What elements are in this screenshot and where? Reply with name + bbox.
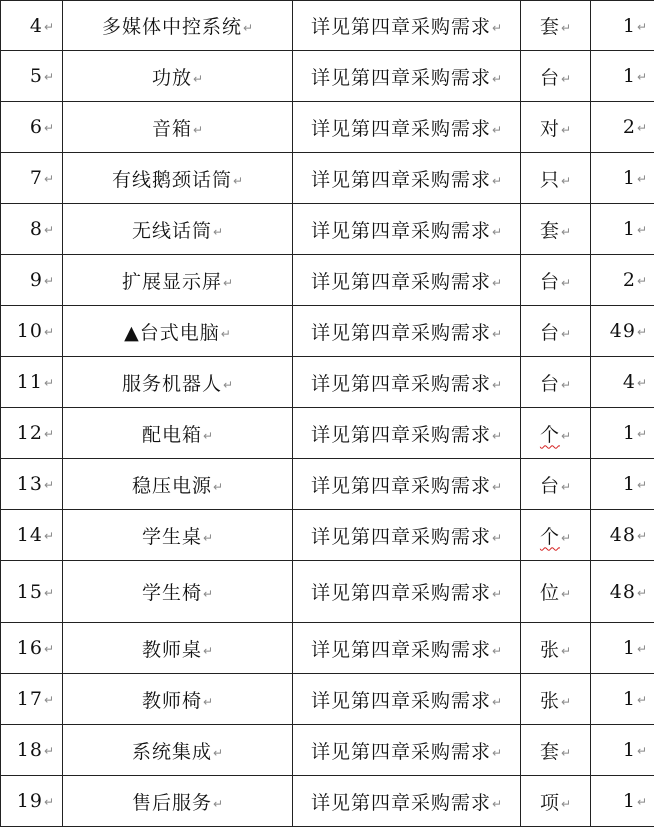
item-quantity-text: 1 <box>623 15 636 37</box>
item-name-cell[interactable] <box>63 623 293 674</box>
item-unit-cell[interactable] <box>521 674 591 725</box>
item-unit-cell[interactable] <box>521 1 591 51</box>
paragraph-return-icon: ↵ <box>637 744 647 758</box>
item-number-text: 9 <box>30 269 43 291</box>
item-unit-cell[interactable] <box>521 153 591 204</box>
paragraph-return-icon: ↵ <box>44 744 54 758</box>
item-quantity-text: 1 <box>623 790 636 812</box>
paragraph-return-icon: ↵ <box>492 695 502 709</box>
item-quantity-cell[interactable] <box>591 776 654 827</box>
item-spec-cell[interactable] <box>293 306 521 357</box>
paragraph-return-icon: ↵ <box>44 642 54 656</box>
item-spec-cell[interactable] <box>293 459 521 510</box>
paragraph-return-icon: ↵ <box>44 795 54 809</box>
item-spec-cell[interactable] <box>293 561 521 623</box>
paragraph-return-icon: ↵ <box>637 20 647 34</box>
item-name-cell[interactable] <box>63 408 293 459</box>
item-quantity-text: 1 <box>623 65 636 87</box>
paragraph-return-icon: ↵ <box>203 429 213 443</box>
item-name-cell[interactable] <box>63 561 293 623</box>
item-quantity-text: 48 <box>610 524 636 546</box>
item-spec-cell[interactable] <box>293 51 521 102</box>
item-number-cell[interactable] <box>1 306 63 357</box>
item-name-text: 教师椅 <box>142 686 202 713</box>
paragraph-return-icon: ↵ <box>637 586 647 600</box>
item-spec-cell[interactable] <box>293 674 521 725</box>
paragraph-return-icon: ↵ <box>637 274 647 288</box>
item-name-text: 学生椅 <box>142 578 202 605</box>
paragraph-return-icon: ↵ <box>637 427 647 441</box>
item-name-text: ▲台式电脑 <box>124 318 220 345</box>
paragraph-return-icon: ↵ <box>44 586 54 600</box>
item-spec-cell[interactable] <box>293 204 521 255</box>
item-name-text: 多媒体中控系统 <box>102 12 242 39</box>
paragraph-return-icon: ↵ <box>44 223 54 237</box>
item-quantity-cell[interactable] <box>591 306 654 357</box>
table-row <box>1 776 654 827</box>
table-row <box>1 510 654 561</box>
table-row <box>1 459 654 510</box>
paragraph-return-icon: ↵ <box>637 795 647 809</box>
item-unit-cell[interactable] <box>521 51 591 102</box>
item-spec-cell[interactable] <box>293 510 521 561</box>
item-number-cell[interactable] <box>1 153 63 204</box>
paragraph-return-icon: ↵ <box>637 376 647 390</box>
item-quantity-cell[interactable] <box>591 51 654 102</box>
item-spec-text: 详见第四章采购需求 <box>311 369 491 396</box>
paragraph-return-icon: ↵ <box>637 693 647 707</box>
item-number-cell[interactable] <box>1 459 63 510</box>
item-number-cell[interactable] <box>1 102 63 153</box>
item-quantity-cell[interactable] <box>591 623 654 674</box>
item-unit-text: 张 <box>540 635 560 662</box>
table-row <box>1 674 654 725</box>
table-row <box>1 357 654 408</box>
item-number-text: 17 <box>17 688 43 710</box>
item-spec-cell[interactable] <box>293 408 521 459</box>
item-unit-cell[interactable] <box>521 725 591 776</box>
item-number-text: 15 <box>17 581 43 603</box>
paragraph-return-icon: ↵ <box>561 72 571 86</box>
table-row <box>1 623 654 674</box>
item-quantity-cell[interactable] <box>591 561 654 623</box>
item-name-cell[interactable] <box>63 776 293 827</box>
table-row <box>1 1 654 51</box>
paragraph-return-icon: ↵ <box>492 531 502 545</box>
item-number-cell[interactable] <box>1 357 63 408</box>
item-name-cell[interactable] <box>63 102 293 153</box>
paragraph-return-icon: ↵ <box>637 70 647 84</box>
item-name-text: 系统集成 <box>132 737 212 764</box>
paragraph-return-icon: ↵ <box>213 225 223 239</box>
item-name-text: 稳压电源 <box>132 471 212 498</box>
item-unit-text: 台 <box>540 63 560 90</box>
paragraph-return-icon: ↵ <box>561 225 571 239</box>
paragraph-return-icon: ↵ <box>44 529 54 543</box>
item-name-cell[interactable] <box>63 1 293 51</box>
paragraph-return-icon: ↵ <box>561 123 571 137</box>
paragraph-return-icon: ↵ <box>637 223 647 237</box>
item-number-text: 16 <box>17 637 43 659</box>
item-name-cell[interactable] <box>63 674 293 725</box>
table-row <box>1 408 654 459</box>
paragraph-return-icon: ↵ <box>561 644 571 658</box>
item-quantity-cell[interactable] <box>591 102 654 153</box>
item-spec-cell[interactable] <box>293 153 521 204</box>
item-unit-text: 台 <box>540 318 560 345</box>
item-number-text: 10 <box>17 320 43 342</box>
paragraph-return-icon: ↵ <box>492 21 502 35</box>
paragraph-return-icon: ↵ <box>492 429 502 443</box>
paragraph-return-icon: ↵ <box>492 72 502 86</box>
item-quantity-text: 1 <box>623 422 636 444</box>
item-spec-cell[interactable] <box>293 776 521 827</box>
item-number-cell[interactable] <box>1 204 63 255</box>
item-quantity-cell[interactable] <box>591 408 654 459</box>
item-name-cell[interactable] <box>63 306 293 357</box>
table-row <box>1 51 654 102</box>
paragraph-return-icon: ↵ <box>213 746 223 760</box>
item-number-cell[interactable] <box>1 1 63 51</box>
item-quantity-cell[interactable] <box>591 204 654 255</box>
paragraph-return-icon: ↵ <box>243 21 253 35</box>
item-name-text: 功放 <box>152 63 192 90</box>
item-spec-text: 详见第四章采购需求 <box>311 420 491 447</box>
item-spec-cell[interactable] <box>293 255 521 306</box>
item-name-text: 配电箱 <box>142 420 202 447</box>
item-number-cell[interactable] <box>1 725 63 776</box>
item-spec-text: 详见第四章采购需求 <box>311 737 491 764</box>
item-name-text: 音箱 <box>152 114 192 141</box>
item-spec-text: 详见第四章采购需求 <box>311 318 491 345</box>
paragraph-return-icon: ↵ <box>492 797 502 811</box>
paragraph-return-icon: ↵ <box>561 21 571 35</box>
item-spec-text: 详见第四章采购需求 <box>311 635 491 662</box>
paragraph-return-icon: ↵ <box>492 378 502 392</box>
item-name-text: 无线话筒 <box>132 216 212 243</box>
item-spec-text: 详见第四章采购需求 <box>311 578 491 605</box>
item-unit-text: 套 <box>540 737 560 764</box>
item-quantity-cell[interactable] <box>591 674 654 725</box>
item-unit-text: 只 <box>540 165 560 192</box>
item-quantity-cell[interactable] <box>591 725 654 776</box>
paragraph-return-icon: ↵ <box>193 123 203 137</box>
item-unit-text: 项 <box>540 788 560 815</box>
item-unit-text: 套 <box>540 216 560 243</box>
item-quantity-text: 49 <box>610 320 636 342</box>
item-name-text: 扩展显示屏 <box>122 267 222 294</box>
item-unit-text: 台 <box>540 267 560 294</box>
item-name-cell[interactable] <box>63 153 293 204</box>
paragraph-return-icon: ↵ <box>193 72 203 86</box>
paragraph-return-icon: ↵ <box>492 276 502 290</box>
item-spec-cell[interactable] <box>293 725 521 776</box>
paragraph-return-icon: ↵ <box>492 746 502 760</box>
paragraph-return-icon: ↵ <box>233 174 243 188</box>
item-number-text: 4 <box>30 15 43 37</box>
table-row <box>1 255 654 306</box>
item-unit-text: 个 <box>540 420 560 447</box>
paragraph-return-icon: ↵ <box>561 531 571 545</box>
paragraph-return-icon: ↵ <box>492 174 502 188</box>
item-quantity-text: 1 <box>623 739 636 761</box>
paragraph-return-icon: ↵ <box>44 70 54 84</box>
item-number-text: 18 <box>17 739 43 761</box>
item-unit-text: 套 <box>540 12 560 39</box>
item-spec-text: 详见第四章采购需求 <box>311 63 491 90</box>
paragraph-return-icon: ↵ <box>203 531 213 545</box>
paragraph-return-icon: ↵ <box>203 695 213 709</box>
item-spec-cell[interactable] <box>293 623 521 674</box>
table-row <box>1 153 654 204</box>
item-quantity-cell[interactable] <box>591 459 654 510</box>
paragraph-return-icon: ↵ <box>492 123 502 137</box>
item-unit-cell[interactable] <box>521 357 591 408</box>
item-number-text: 8 <box>30 218 43 240</box>
paragraph-return-icon: ↵ <box>492 644 502 658</box>
paragraph-return-icon: ↵ <box>561 797 571 811</box>
item-quantity-text: 2 <box>623 116 636 138</box>
paragraph-return-icon: ↵ <box>492 480 502 494</box>
item-unit-text: 张 <box>540 686 560 713</box>
item-unit-cell[interactable] <box>521 255 591 306</box>
item-quantity-text: 1 <box>623 473 636 495</box>
paragraph-return-icon: ↵ <box>561 746 571 760</box>
paragraph-return-icon: ↵ <box>561 174 571 188</box>
item-name-text: 售后服务 <box>132 788 212 815</box>
paragraph-return-icon: ↵ <box>203 644 213 658</box>
paragraph-return-icon: ↵ <box>44 172 54 186</box>
paragraph-return-icon: ↵ <box>637 172 647 186</box>
item-spec-cell[interactable] <box>293 1 521 51</box>
item-unit-cell[interactable] <box>521 623 591 674</box>
item-quantity-text: 1 <box>623 167 636 189</box>
paragraph-return-icon: ↵ <box>561 378 571 392</box>
paragraph-return-icon: ↵ <box>223 378 233 392</box>
paragraph-return-icon: ↵ <box>44 427 54 441</box>
item-quantity-text: 2 <box>623 269 636 291</box>
item-name-cell[interactable] <box>63 510 293 561</box>
item-unit-text: 台 <box>540 471 560 498</box>
item-spec-text: 详见第四章采购需求 <box>311 267 491 294</box>
item-number-cell[interactable] <box>1 776 63 827</box>
item-quantity-text: 1 <box>623 637 636 659</box>
paragraph-return-icon: ↵ <box>44 121 54 135</box>
table-row <box>1 561 654 623</box>
paragraph-return-icon: ↵ <box>44 693 54 707</box>
item-name-cell[interactable] <box>63 725 293 776</box>
paragraph-return-icon: ↵ <box>637 478 647 492</box>
item-name-text: 学生桌 <box>142 522 202 549</box>
item-spec-text: 详见第四章采购需求 <box>311 522 491 549</box>
item-quantity-cell[interactable] <box>591 357 654 408</box>
item-unit-cell[interactable] <box>521 306 591 357</box>
item-unit-cell[interactable] <box>521 408 591 459</box>
item-number-cell[interactable] <box>1 674 63 725</box>
table-body <box>1 1 654 827</box>
item-unit-cell[interactable] <box>521 102 591 153</box>
item-name-text: 服务机器人 <box>122 369 222 396</box>
item-unit-text: 对 <box>540 114 560 141</box>
item-number-cell[interactable] <box>1 510 63 561</box>
item-name-cell[interactable] <box>63 255 293 306</box>
item-unit-text: 台 <box>540 369 560 396</box>
item-unit-cell[interactable] <box>521 204 591 255</box>
item-spec-text: 详见第四章采购需求 <box>311 216 491 243</box>
item-number-text: 7 <box>30 167 43 189</box>
paragraph-return-icon: ↵ <box>213 480 223 494</box>
paragraph-return-icon: ↵ <box>44 325 54 339</box>
item-spec-cell[interactable] <box>293 102 521 153</box>
item-unit-cell[interactable] <box>521 510 591 561</box>
item-unit-text: 位 <box>540 578 560 605</box>
item-name-cell[interactable] <box>63 204 293 255</box>
table-row <box>1 204 654 255</box>
paragraph-return-icon: ↵ <box>492 225 502 239</box>
paragraph-return-icon: ↵ <box>637 642 647 656</box>
item-quantity-text: 48 <box>610 581 636 603</box>
item-spec-text: 详见第四章采购需求 <box>311 788 491 815</box>
item-unit-cell[interactable] <box>521 776 591 827</box>
item-quantity-text: 1 <box>623 688 636 710</box>
paragraph-return-icon: ↵ <box>44 274 54 288</box>
item-spec-cell[interactable] <box>293 357 521 408</box>
paragraph-return-icon: ↵ <box>561 587 571 601</box>
item-quantity-cell[interactable] <box>591 153 654 204</box>
item-number-cell[interactable] <box>1 623 63 674</box>
paragraph-return-icon: ↵ <box>637 325 647 339</box>
paragraph-return-icon: ↵ <box>561 695 571 709</box>
paragraph-return-icon: ↵ <box>561 429 571 443</box>
paragraph-return-icon: ↵ <box>637 529 647 543</box>
paragraph-return-icon: ↵ <box>221 327 231 341</box>
item-name-cell[interactable] <box>63 51 293 102</box>
item-quantity-cell[interactable] <box>591 510 654 561</box>
paragraph-return-icon: ↵ <box>492 327 502 341</box>
item-quantity-cell[interactable] <box>591 1 654 51</box>
paragraph-return-icon: ↵ <box>561 480 571 494</box>
item-unit-cell[interactable] <box>521 561 591 623</box>
paragraph-return-icon: ↵ <box>561 276 571 290</box>
paragraph-return-icon: ↵ <box>561 327 571 341</box>
item-number-text: 12 <box>17 422 43 444</box>
item-number-cell[interactable] <box>1 408 63 459</box>
paragraph-return-icon: ↵ <box>637 121 647 135</box>
item-name-cell[interactable] <box>63 357 293 408</box>
item-quantity-text: 4 <box>623 371 636 393</box>
item-name-text: 教师桌 <box>142 635 202 662</box>
item-number-text: 5 <box>30 65 43 87</box>
paragraph-return-icon: ↵ <box>213 797 223 811</box>
item-number-cell[interactable] <box>1 51 63 102</box>
paragraph-return-icon: ↵ <box>44 478 54 492</box>
paragraph-return-icon: ↵ <box>223 276 233 290</box>
paragraph-return-icon: ↵ <box>203 587 213 601</box>
item-name-cell[interactable] <box>63 459 293 510</box>
item-number-text: 19 <box>17 790 43 812</box>
paragraph-return-icon: ↵ <box>44 20 54 34</box>
item-number-text: 6 <box>30 116 43 138</box>
item-spec-text: 详见第四章采购需求 <box>311 471 491 498</box>
table-row <box>1 102 654 153</box>
item-number-text: 14 <box>17 524 43 546</box>
item-quantity-cell[interactable] <box>591 255 654 306</box>
paragraph-return-icon: ↵ <box>492 587 502 601</box>
item-spec-text: 详见第四章采购需求 <box>311 686 491 713</box>
item-quantity-text: 1 <box>623 218 636 240</box>
item-spec-text: 详见第四章采购需求 <box>311 12 491 39</box>
item-unit-cell[interactable] <box>521 459 591 510</box>
item-spec-text: 详见第四章采购需求 <box>311 114 491 141</box>
table-row <box>1 725 654 776</box>
item-number-text: 11 <box>17 371 43 393</box>
item-number-cell[interactable] <box>1 561 63 623</box>
item-number-text: 13 <box>17 473 43 495</box>
item-unit-text: 个 <box>540 522 560 549</box>
table-row <box>1 306 654 357</box>
item-spec-text: 详见第四章采购需求 <box>311 165 491 192</box>
item-number-cell[interactable] <box>1 255 63 306</box>
paragraph-return-icon: ↵ <box>44 376 54 390</box>
item-name-text: 有线鹅颈话筒 <box>112 165 232 192</box>
